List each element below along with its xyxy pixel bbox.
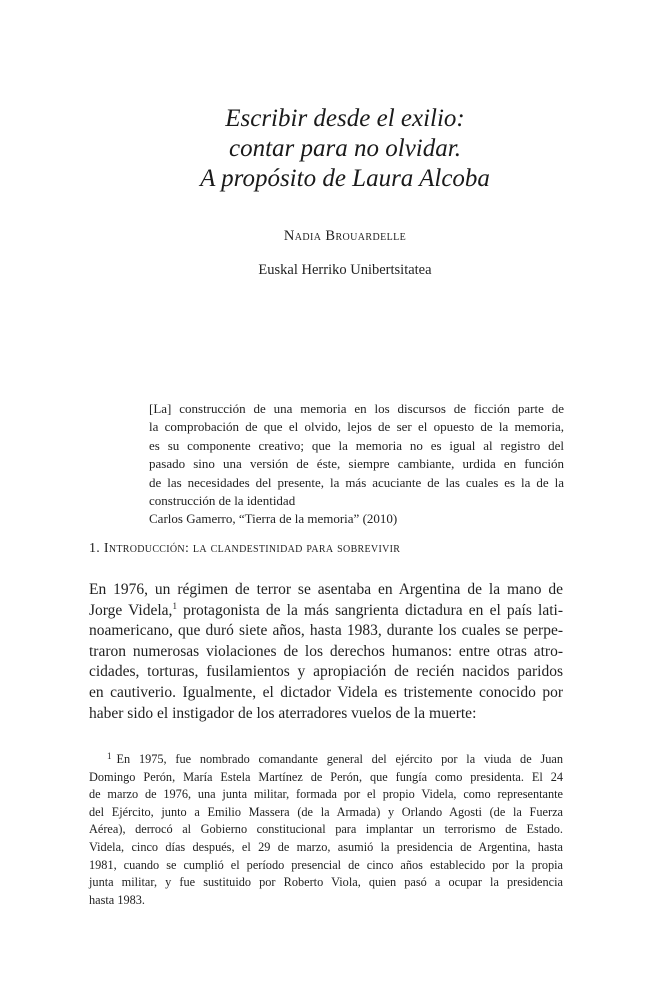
footnote-reference[interactable]: 1: [172, 600, 177, 611]
footnote-line: de marzo de 1976, una junta militar, formada por el propio Videla, como representante: [89, 787, 563, 802]
footnote-line: Domingo Perón, María Estela Martínez de Perón, que fungía como presidenta. El 24: [89, 769, 563, 784]
article-title: [0, 104, 650, 194]
epigraph-line: pasado sino una versión de éste, siempre cambiante, urdida en función: [149, 456, 564, 472]
footnote-line: Aérea), derrocó al Gobierno constitucional para implantar un terrorismo de Estado.: [89, 822, 563, 837]
epigraph-source: Carlos Gamerro, “Tierra de la memoria” (2010): [149, 511, 398, 527]
body-line: noamericano, que duró siete años, hasta 1983, durante los cuales se perpe-: [89, 622, 563, 640]
author-affiliation: Euskal Herriko Unibertsitatea: [258, 262, 432, 278]
epigraph-line: [La] construcción de una memoria en los discursos de ficción parte de: [149, 401, 564, 416]
author-name: Nadia Brouardelle: [283, 228, 407, 244]
footnote-block: [89, 748, 563, 909]
footnote-marker: 1: [107, 751, 112, 761]
body-line-text: protagonista de la más sangrienta dictadura en el país lati-: [176, 601, 563, 619]
title-line-3: A propósito de Laura Alcoba: [200, 165, 490, 192]
section-heading: 1. Introducción: la clandestinidad para sobrevivir: [89, 541, 401, 556]
footnote-line: del Ejército, junto a Emilio Massera (de la Armada) y Orlando Agosti (de la Fuerza: [89, 804, 563, 819]
footnote-line: Videla, cinco días después, el 29 de marzo, asumió la presidencia de Argentina, hasta: [89, 839, 563, 854]
footnote-line: hasta 1983.: [89, 892, 146, 907]
body-paragraph: [89, 580, 563, 724]
body-line: traron numerosas violaciones de los derechos humanos: entre otras atro-: [89, 642, 563, 660]
body-line: [89, 601, 563, 622]
footnote-line: junta militar, y fue sustituido por Roberto Viola, quien pasó a ocupar la presidencia: [89, 875, 563, 890]
epigraph-line: es su componente creativo; que la memoria no es igual al registro del: [149, 437, 564, 453]
epigraph-line: la comprobación de que el olvido, lejos de ser el opuesto de la memoria,: [149, 419, 564, 435]
footnote-text: En 1975, fue nombrado comandante general del ejército por la viuda de Juan: [116, 752, 563, 766]
title-line-1: Escribir desde el exilio:: [225, 105, 465, 132]
body-line: cidades, torturas, fusilamientos y apropiación de recién nacidos paridos: [89, 663, 563, 681]
epigraph: [149, 400, 564, 529]
body-line: haber sido el instigador de los aterradores vuelos de la muerte:: [89, 704, 477, 722]
body-line: En 1976, un régimen de terror se asentaba en Argentina de la mano de: [89, 581, 563, 598]
body-line: en cautiverio. Igualmente, el dictador Videla es tristemente conocido por: [89, 683, 563, 701]
body-line-text: Jorge Videla,: [89, 601, 173, 619]
epigraph-line: de las necesidades del presente, la más acuciante de las cuales es la de la: [149, 474, 564, 490]
title-line-2: contar para no olvidar.: [229, 135, 461, 162]
epigraph-line: construcción de la identidad: [149, 493, 296, 509]
footnote-line: [89, 748, 563, 769]
footnote-line: 1981, cuando se cumplió el período presencial de cinco años establecido por la propia: [89, 857, 563, 872]
